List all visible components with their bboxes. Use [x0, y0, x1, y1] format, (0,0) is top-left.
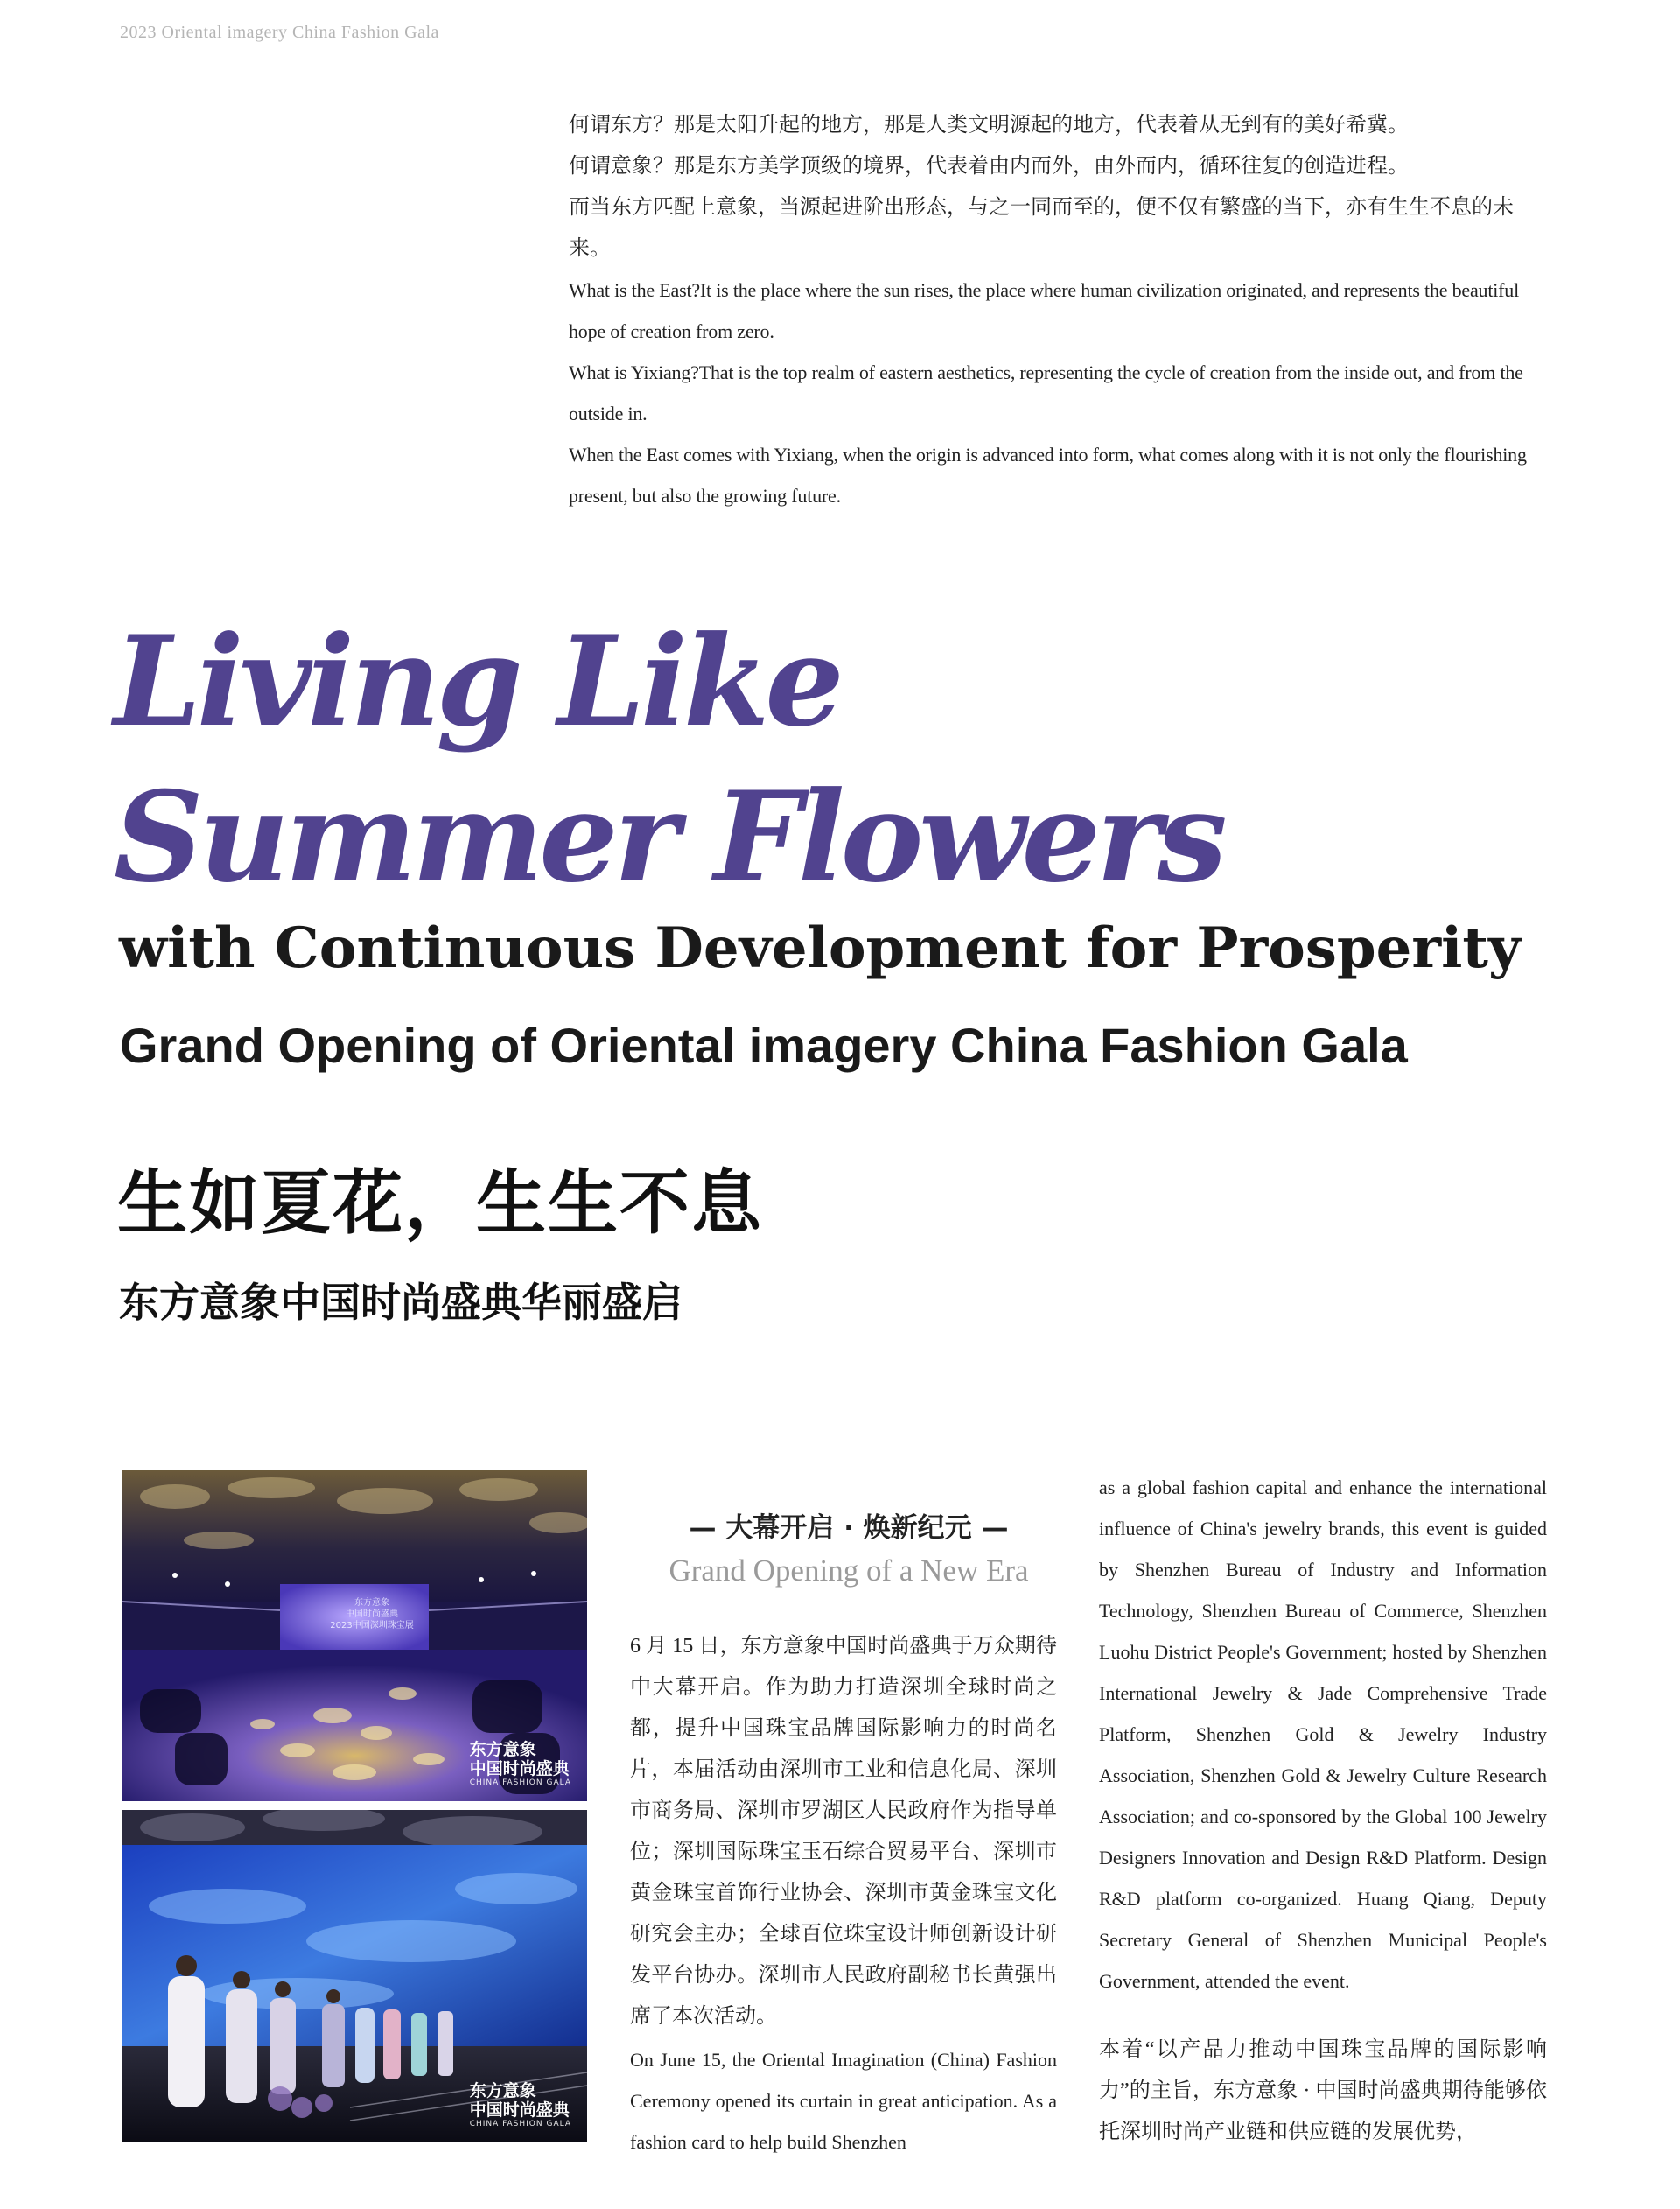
intro-en-line: When the East comes with Yixiang, when the origin is advanced into form, what comes along with it is not only the flourishing present, but also the growing future.	[569, 444, 1527, 507]
body-paragraph-en: On June 15, the Oriental Imagination (China) Fashion Ceremony opened its curtain in great anticipation. As a fashion card to help build Shenzhen	[630, 2049, 1057, 2153]
stage-screen-text: 东方意象 中国时尚盛典 2023中国深圳珠宝展	[330, 1598, 414, 1630]
body-paragraph-en: as a global fashion capital and enhance the international influence of China's jewelry brands, this event is guided by Shenzhen Bureau of Industry and Information Technology, Shenzhen Bureau of Commerce, Shenzhen Luohu District People's Government; hosted by Shenzhen International Jewelry & Jade Comprehensive Trade Platform, Shenzhen Gold & Jewelry Industry Association, Shenzhen Gold & Jewelry Culture Research Association; and co-sponsored by the Global 100 Jewelry Designers Innovation and Design R&D Platform. Design R&D platform co-organized. Huang Qiang, Deputy Secretary General of Shenzhen Municipal People's Government, attended the event.	[1099, 1476, 1547, 1992]
body-paragraph-cn: 本着“以产品力推动中国珠宝品牌的国际影响力”的主旨，东方意象 · 中国时尚盛典期待能够依托深圳时尚产业链和供应链的发展优势，	[1099, 2038, 1547, 2143]
gala-logo-badge: 东方意象 中国时尚盛典 CHINA FASHION GALA	[469, 2081, 571, 2128]
section-heading	[630, 1505, 1068, 1588]
section-heading-cn: — 大幕开启 · 焕新纪元 —	[689, 1512, 1009, 1544]
intro-cn-line: 而当东方匹配上意象，当源起进阶出形态，与之一同而至的，便不仅有繁盛的当下，亦有生生不息的未来。	[569, 196, 1514, 260]
subtitle: with Continuous Development for Prosperity	[119, 915, 1522, 981]
chinese-subtitle: 东方意象中国时尚盛典华丽盛启	[119, 1279, 682, 1326]
body-column-3	[1099, 1467, 1547, 2153]
main-title-line-2: Summer Flowers	[114, 765, 1223, 910]
body-paragraph-cn: 6 月 15 日，东方意象中国时尚盛典于万众期待中大幕开启。作为助力打造深圳全球时尚之都，提升中国珠宝品牌国际影响力的时尚名片，本届活动由深圳市工业和信息化局、深圳市商务局、深圳市罗湖区人民政府作为指导单位；深圳国际珠宝玉石综合贸易平台、深圳市黄金珠宝首饰行业协会、深圳市黄金珠宝文化研究会主办；全球百位珠宝设计师创新设计研发平台协办。深圳市人民政府副秘书长黄强出席了本次活动。	[630, 1635, 1057, 2028]
photo-runway-show	[122, 1810, 587, 2142]
intro-en-line: What is the East?It is the place where the sun rises, the place where human civilization originated, and represents the beautiful hope of creation from zero.	[569, 279, 1520, 342]
gala-logo-badge: 东方意象 中国时尚盛典 CHINA FASHION GALA	[469, 1740, 571, 1787]
main-title-line-1: Living Like	[114, 609, 840, 754]
intro-text	[569, 105, 1549, 516]
chinese-title: 生如夏花，生生不息	[117, 1162, 763, 1244]
body-column-2	[630, 1626, 1057, 2163]
intro-cn-line: 何谓东方？那是太阳升起的地方，那是人类文明源起的地方，代表着从无到有的美好希冀。	[569, 114, 1409, 137]
intro-en-line: What is Yixiang?That is the top realm of eastern aesthetics, representing the cycle of creation from the inside out, and from the outside in.	[569, 361, 1523, 424]
main-title	[114, 604, 1601, 915]
running-header: 2023 Oriental imagery China Fashion Gala	[120, 23, 439, 42]
section-heading-en: Grand Opening of a New Era	[668, 1553, 1029, 1588]
intro-cn-line: 何谓意象？那是东方美学顶级的境界，代表着由内而外，由外而内，循环往复的创造进程。	[569, 155, 1409, 178]
photo-banquet-hall	[122, 1470, 587, 1801]
gala-title: Grand Opening of Oriental imagery China Fashion Gala	[120, 1018, 1408, 1073]
